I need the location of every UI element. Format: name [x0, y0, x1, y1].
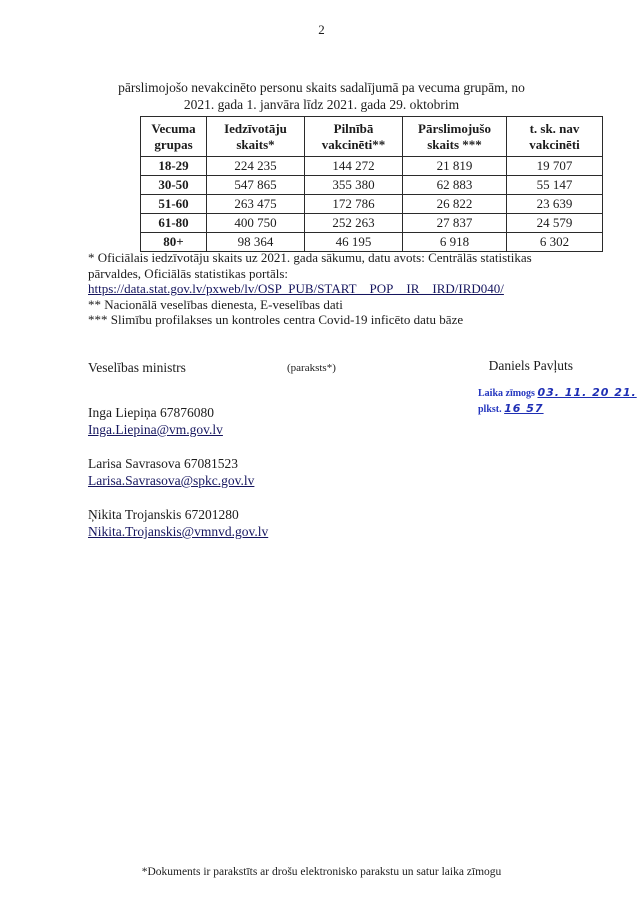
header-population: Iedzīvotāju skaits*	[207, 117, 305, 157]
contact-block	[88, 405, 268, 438]
cell-age: 61-80	[141, 214, 207, 233]
cell-vaccinated: 252 263	[305, 214, 403, 233]
cell-vaccinated: 172 786	[305, 195, 403, 214]
cell-vaccinated: 46 195	[305, 233, 403, 252]
table-row	[141, 233, 603, 252]
contacts-list	[88, 405, 268, 558]
contact-name: Larisa Savrasova 67081523	[88, 456, 238, 471]
footnote-1-line-2: pārvaldes, Oficiālās statistikas portāls:	[88, 265, 289, 281]
table-body	[141, 157, 603, 252]
contact-block	[88, 456, 268, 489]
header-age-group: Vecuma grupas	[141, 117, 207, 157]
time-stamp-time: 16 57	[504, 402, 544, 415]
contact-email-link[interactable]: Inga.Liepina@vm.gov.lv	[88, 422, 223, 437]
cell-age: 51-60	[141, 195, 207, 214]
vaccination-stats-table	[140, 116, 603, 252]
cell-population: 547 865	[207, 176, 305, 195]
cell-population: 263 475	[207, 195, 305, 214]
heading-line-1: pārslimojošo nevakcinēto personu skaits sadalījumā pa vecuma grupām, no	[118, 80, 525, 95]
cell-unvaccinated: 19 707	[507, 157, 603, 176]
heading-line-2: 2021. gada 1. janvāra līdz 2021. gada 29. oktobrim	[183, 97, 460, 112]
footer-signature-note: *Dokuments ir parakstīts ar drošu elektronisko parakstu un satur laika zīmogu	[141, 866, 502, 878]
page-number: 2	[318, 22, 325, 37]
header-fully-vaccinated: Pilnībā vakcinēti**	[305, 117, 403, 157]
cell-population: 224 235	[207, 157, 305, 176]
time-label: plkst.	[478, 404, 502, 415]
contact-block	[88, 507, 268, 540]
cell-recovered: 6 918	[403, 233, 507, 252]
table-row	[141, 157, 603, 176]
cell-unvaccinated: 24 579	[507, 214, 603, 233]
contact-name: Ņikita Trojanskis 67201280	[88, 507, 239, 522]
table-row	[141, 214, 603, 233]
minister-name: Daniels Pavļuts	[488, 358, 573, 373]
footnote-2: ** Nacionālā veselības dienesta, E-veselības dati	[88, 296, 343, 312]
header-not-vaccinated: t. sk. nav vakcinēti	[507, 117, 603, 157]
table-row	[141, 195, 603, 214]
document-heading	[40, 79, 603, 113]
minister-title: Veselības ministrs	[88, 360, 186, 375]
header-recovered: Pārslimojušo skaits ***	[403, 117, 507, 157]
cell-population: 98 364	[207, 233, 305, 252]
cell-age: 80+	[141, 233, 207, 252]
cell-recovered: 27 837	[403, 214, 507, 233]
statistics-portal-link[interactable]: https://data.stat.gov.lv/pxweb/lv/OSP_PUB/START__POP__IR__IRD/IRD040/	[88, 281, 504, 296]
cell-unvaccinated: 55 147	[507, 176, 603, 195]
cell-recovered: 26 822	[403, 195, 507, 214]
contact-email-link[interactable]: Nikita.Trojanskis@vmnvd.gov.lv	[88, 524, 269, 539]
cell-vaccinated: 144 272	[305, 157, 403, 176]
cell-age: 18-29	[141, 157, 207, 176]
signature-placeholder: (paraksts*)	[287, 362, 336, 374]
cell-unvaccinated: 6 302	[507, 233, 603, 252]
contact-name: Inga Liepiņa 67876080	[88, 405, 214, 420]
table-header	[141, 117, 603, 157]
cell-age: 30-50	[141, 176, 207, 195]
contact-email-link[interactable]: Larisa.Savrasova@spkc.gov.lv	[88, 473, 255, 488]
cell-recovered: 62 883	[403, 176, 507, 195]
time-stamp	[478, 385, 637, 417]
footnote-1-line-1: * Oficiālais iedzīvotāju skaits uz 2021. gada sākumu, datu avots: Centrālās statistikas	[88, 250, 532, 265]
time-stamp-time-line	[478, 401, 637, 417]
cell-vaccinated: 355 380	[305, 176, 403, 195]
time-stamp-date-line	[478, 385, 637, 401]
cell-recovered: 21 819	[403, 157, 507, 176]
time-stamp-date: 03. 11. 20 21.	[537, 386, 637, 399]
cell-population: 400 750	[207, 214, 305, 233]
footnote-3: *** Slimību profilakses un kontroles centra Covid-19 inficēto datu bāze	[88, 312, 464, 327]
time-stamp-label: Laika zīmogs	[478, 388, 535, 399]
table-row	[141, 176, 603, 195]
footnotes	[88, 250, 583, 328]
cell-unvaccinated: 23 639	[507, 195, 603, 214]
